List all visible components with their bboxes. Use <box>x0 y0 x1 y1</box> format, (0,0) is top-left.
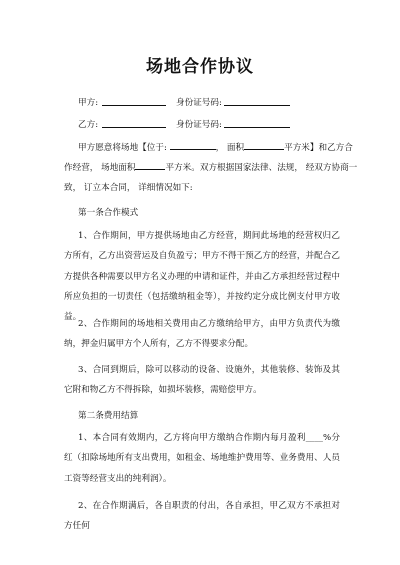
party-b-label: 乙方: <box>78 120 99 130</box>
party-b-name-blank <box>102 118 166 128</box>
party-a-id-blank <box>224 96 290 106</box>
intro-text-1b: ， 面积 <box>215 143 245 153</box>
party-a-name-blank <box>102 96 166 106</box>
area-blank-2 <box>135 161 165 170</box>
intro-line-3: 致， 订立本合同， 详细情况如下: <box>64 183 193 193</box>
section-1-para-1: 1、合作期间，甲方提供场地由乙方经营，期间此场地的经营权归乙方所有，乙方出资营运及自负盈亏；甲方不得干预乙方的经营，并配合乙方提供各种需要以甲方名义办理的申请和证件，并由乙方承担经营过程中所应负担的一切责任（包括缴纳租金等），并按约定分成比例支付甲方收益。 <box>64 231 340 323</box>
section-1-para-3: 3、合同到期后，除可以移动的设备、设施外，其他装修、装饰及其它附和物乙方不得拆除，如损坏装修，需赔偿甲方。 <box>64 365 340 396</box>
party-a-id-label: 身份证号码: <box>176 98 222 108</box>
intro-line-2 <box>64 161 357 173</box>
party-b-id-blank <box>224 118 290 128</box>
party-a-label: 甲方: <box>78 98 99 108</box>
section-2-heading: 第二条费用结算 <box>78 411 139 421</box>
section-2-para-2: 2、在合作期满后，各自职责的付出，各自承担，甲乙双方不承担对方任何 <box>64 501 340 532</box>
intro-line-1 <box>78 141 353 153</box>
section-1-heading: 第一条合作模式 <box>78 208 139 218</box>
intro-text-1c: 平方米】和乙方合 <box>284 143 353 153</box>
intro-text-1a: 甲方愿意将场地【位于: <box>78 143 170 153</box>
section-2-para-1: 1、本合同有效期内，乙方将向甲方缴纳合作期内每月盈利____%分红（扣除场地所有支出费用，如租金、场地维护费用等、业务费用、人员工资等经营支出的纯利润）。 <box>64 433 340 484</box>
page-title: 场地合作协议 <box>146 57 254 77</box>
intro-text-2a: 作经营， 场地面积 <box>64 163 136 173</box>
party-b-id-label: 身份证号码: <box>176 120 222 130</box>
area-blank-1 <box>244 141 284 150</box>
location-blank <box>170 141 216 150</box>
section-1-para-2: 2、合作期间的场地相关费用由乙方缴纳给甲方，由甲方负责代为缴纳，押金归属甲方个人所有，乙方不得要求分配。 <box>64 319 340 350</box>
intro-text-2b: 平方米。双方根据国家法律、法规， 经双方协商一 <box>165 163 358 173</box>
